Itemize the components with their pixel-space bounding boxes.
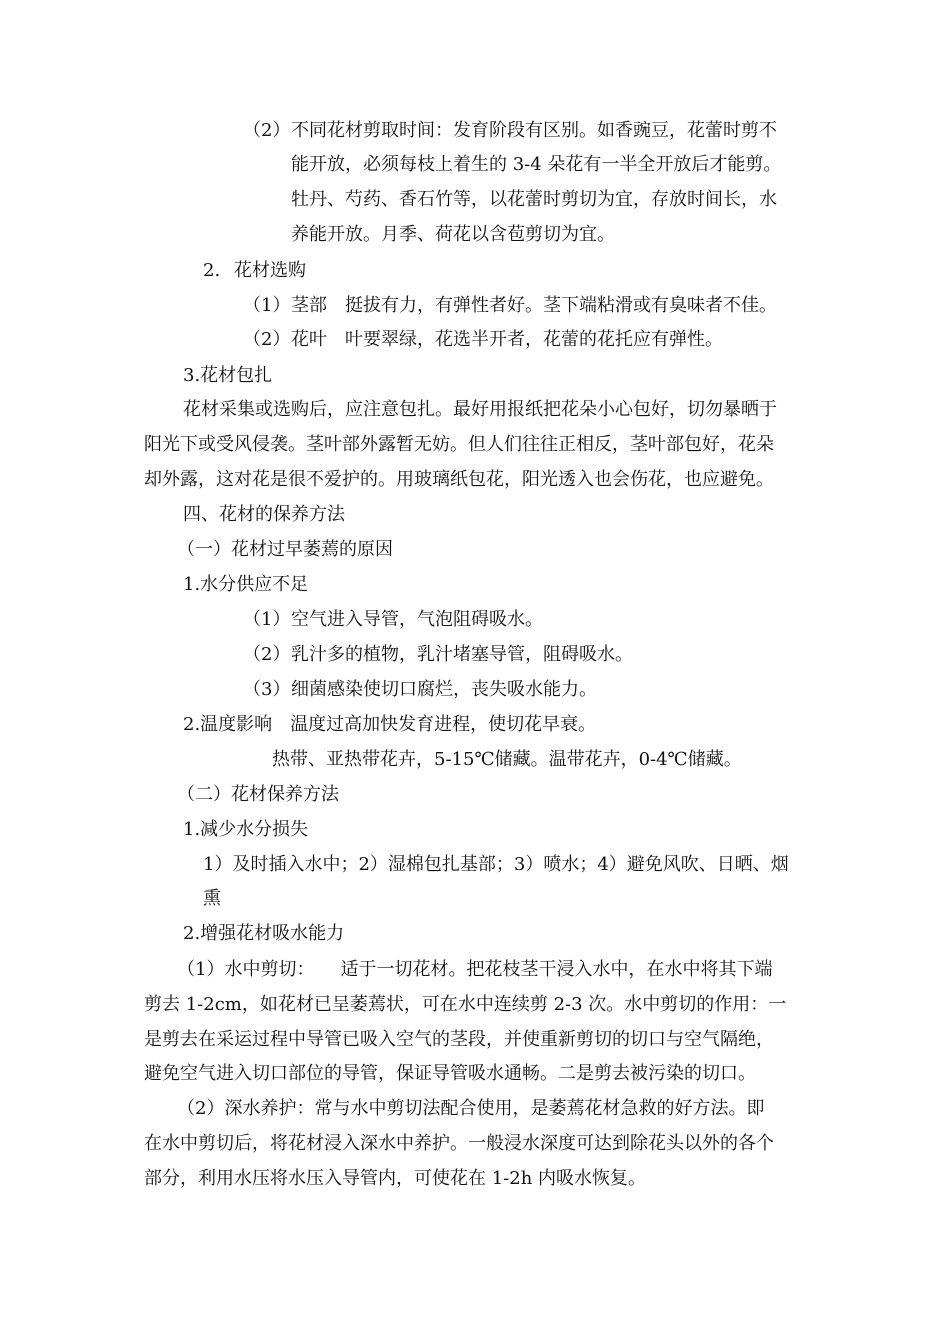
paragraph-line: 部分，利用水压将水压入导管内，可使花在 1-2h 内吸水恢复。 <box>144 1168 647 1189</box>
item-text: 叶要翠绿，花选半开者，花蕾的花托应有弹性。 <box>345 329 723 350</box>
paragraph-line: 阳光下或受风侵袭。茎叶部外露暂无妨。但人们往往正相反，茎叶部包好，花朵 <box>144 434 774 455</box>
item-number: （2） <box>243 644 291 665</box>
paragraph-line: 1）及时插入水中；2）湿棉包扎基部；3）喷水；4）避免风吹、日晒、烟 <box>203 854 789 875</box>
paragraph-line: 花材采集或选购后，应注意包扎。最好用报纸把花朵小心包好，切勿暴晒于 <box>183 399 777 420</box>
paragraph-line: 能开放，必须每枝上着生的 3-4 朵花有一半全开放后才能剪。 <box>291 154 782 175</box>
storage-note: 热带、亚热带花卉，5-15℃储藏。温带花卉，0-4℃储藏。 <box>272 749 742 770</box>
subsection-heading: （二）花材保养方法 <box>177 784 339 805</box>
paragraph-line: 却外露，这对花是很不爱护的。用玻璃纸包花，阳光透入也会伤花，也应避免。 <box>144 469 774 490</box>
paragraph-line: 在水中剪切后，将花材浸入深水中养护。一般浸水深度可达到除花头以外的各个 <box>144 1133 774 1154</box>
item-label: 花叶 <box>291 329 327 350</box>
temperature-text: 温度过高加快发育进程，使切花早衰。 <box>290 714 597 735</box>
paragraph-line: 熏 <box>203 888 221 909</box>
list-item: 细菌感染使切口腐烂，丧失吸水能力。 <box>291 679 597 700</box>
section-heading: 1.减少水分损失 <box>183 819 309 840</box>
list-item <box>291 294 777 318</box>
section-number: 2. <box>203 260 221 281</box>
item-number: （2） <box>243 120 291 141</box>
paragraph-line: 剪去 1-2cm，如花材已呈萎蔫状，可在水中连续剪 2-3 次。水中剪切的作用：一 <box>144 994 787 1015</box>
paragraph-line <box>177 958 772 982</box>
section-heading: 2.增强花材吸水能力 <box>183 923 345 944</box>
item-text: 挺拔有力，有弹性者好。茎下端粘滑或有臭味者不佳。 <box>345 295 777 316</box>
paragraph-line: 牡丹、芍药、香石竹等，以花蕾时剪切为宜，存放时间长，水 <box>291 189 777 210</box>
item-number: （2） <box>243 329 291 350</box>
list-item <box>291 328 723 352</box>
section-heading: 花材选购 <box>234 260 306 281</box>
item-label: 茎部 <box>291 295 327 316</box>
paragraph-line: （2）深水养护：常与水中剪切法配合使用，是萎蔫花材急救的好方法。即 <box>177 1098 765 1119</box>
chapter-heading: 四、花材的保养方法 <box>183 504 345 525</box>
list-item: 乳汁多的植物，乳汁堵塞导管，阻碍吸水。 <box>291 644 633 665</box>
method-text: 适于一切花材。把花枝茎干浸入水中，在水中将其下端 <box>340 959 773 980</box>
paragraph-line: 是剪去在采运过程中导管已吸入空气的茎段，并使重新剪切的切口与空气隔绝， <box>144 1029 774 1050</box>
paragraph-line: 不同花材剪取时间：发育阶段有区别。如香豌豆，花蕾时剪不 <box>291 120 777 141</box>
item-number: （3） <box>243 679 291 700</box>
section-heading: 3.花材包扎 <box>183 365 273 386</box>
section-heading: 2.温度影响 <box>183 714 273 735</box>
subsection-heading: （一）花材过早萎蔫的原因 <box>177 539 393 560</box>
temperature-line <box>183 713 596 737</box>
method-heading: （1）水中剪切： <box>177 959 315 980</box>
section-heading: 1.水分供应不足 <box>183 574 309 595</box>
paragraph-line: 养能开放。月季、荷花以含苞剪切为宜。 <box>291 224 615 245</box>
item-number: （1） <box>243 609 291 630</box>
item-number: （1） <box>243 295 291 316</box>
paragraph-line: 避免空气进入切口部位的导管，保证导管吸水通畅。二是剪去被污染的切口。 <box>144 1063 756 1084</box>
list-item: 空气进入导管，气泡阻碍吸水。 <box>291 609 543 630</box>
